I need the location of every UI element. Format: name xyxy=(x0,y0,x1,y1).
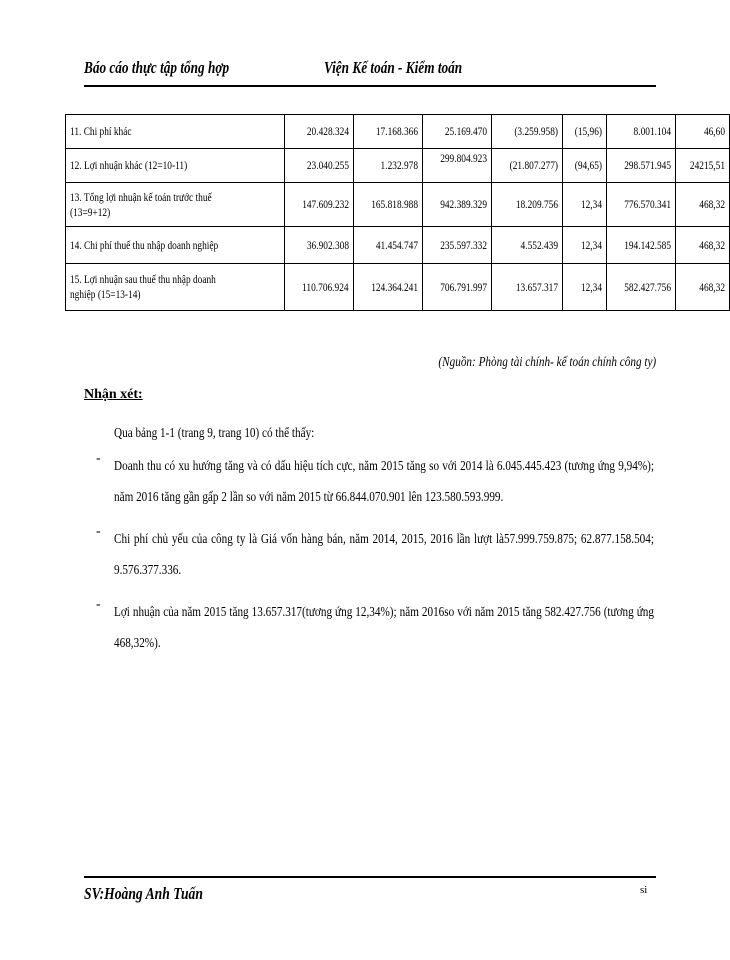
bullet-mark: - xyxy=(96,597,101,612)
bullet-mark: - xyxy=(96,524,101,539)
table-row xyxy=(66,264,730,311)
table-cell: 1.232.978 xyxy=(354,149,423,183)
table-cell: 12,34 xyxy=(563,264,607,311)
table-cell: 298.571.945 xyxy=(607,149,676,183)
row-label: 14. Chi phí thuế thu nhập doanh nghiệp xyxy=(66,227,285,264)
table-cell: 194.142.585 xyxy=(607,227,676,264)
row-label: 12. Lợi nhuận khác (12=10-11) xyxy=(66,149,285,183)
table-cell: 17.168.366 xyxy=(354,115,423,149)
remark-bullet: Doanh thu có xu hướng tăng và có dấu hiệu tích cực, năm 2015 tăng so với 2014 là 6.045.445.423 (tương ứng 9,94%); năm 2016 tăng gần gấp 2 lần so với năm 2015 từ 66.844.070.901 lên 123.580.593.999. xyxy=(114,459,654,505)
table-cell: 582.427.756 xyxy=(607,264,676,311)
row-label: 11. Chi phí khác xyxy=(66,115,285,149)
table-cell: 36.902.308 xyxy=(285,227,354,264)
table-cell: 18.209.756 xyxy=(492,183,563,227)
table-cell: 20.428.324 xyxy=(285,115,354,149)
row-label: 15. Lợi nhuận sau thuế thu nhập doanh nghiệp (15=13-14) xyxy=(66,264,285,311)
source-note: (Nguồn: Phòng tài chính- kế toán chính công ty) xyxy=(438,355,656,370)
table-cell: 468,32 xyxy=(676,264,730,311)
table-cell: 24215,51 xyxy=(676,149,730,183)
table-cell: 235.597.332 xyxy=(423,227,492,264)
financial-table xyxy=(65,114,730,311)
page-header xyxy=(84,58,654,84)
table-cell: 12,34 xyxy=(563,227,607,264)
table-cell: 46,60 xyxy=(676,115,730,149)
table-row xyxy=(66,115,730,149)
table-cell: 110.706.924 xyxy=(285,264,354,311)
table-cell: 468,32 xyxy=(676,227,730,264)
table-row xyxy=(66,227,730,264)
table-cell: 468,32 xyxy=(676,183,730,227)
table-cell: 124.364.241 xyxy=(354,264,423,311)
student-name: SV:Hoàng Anh Tuấn xyxy=(84,884,203,903)
table-cell: 41.454.747 xyxy=(354,227,423,264)
table-cell: 4.552.439 xyxy=(492,227,563,264)
table-cell: 165.818.988 xyxy=(354,183,423,227)
table-row xyxy=(66,183,730,227)
remark-bullet: Chi phí chủ yếu của công ty là Giá vốn hàng bán, năm 2014, 2015, 2016 lần lượt là57.999.759.875; 62.877.158.504; 9.576.377.336. xyxy=(114,532,654,578)
table-cell: (21.807.277) xyxy=(492,149,563,183)
table-cell: 147.609.232 xyxy=(285,183,354,227)
table-cell: 776.570.341 xyxy=(607,183,676,227)
table-cell: 942.389.329 xyxy=(423,183,492,227)
table-cell: 8.001.104 xyxy=(607,115,676,149)
table-cell: 23.040.255 xyxy=(285,149,354,183)
page-number: si xyxy=(640,884,648,896)
report-title: Báo cáo thực tập tổng hợp xyxy=(84,58,230,77)
remark-bullet: Lợi nhuận của năm 2015 tăng 13.657.317(tương ứng 12,34%); năm 2016so với năm 2015 tăng 582.427.756 (tương ứng 468,32%). xyxy=(114,605,654,651)
row-label: 13. Tổng lợi nhuận kế toán trước thuế (13=9+12) xyxy=(66,183,285,227)
table-cell: 299.804.923 xyxy=(423,149,492,183)
table-row xyxy=(66,149,730,183)
table-cell: 706.791.997 xyxy=(423,264,492,311)
table-cell: 12,34 xyxy=(563,183,607,227)
table-cell: (3.259.958) xyxy=(492,115,563,149)
bullet-mark: - xyxy=(96,451,101,466)
remarks-intro: Qua bảng 1-1 (trang 9, trang 10) có thể thấy: xyxy=(114,426,315,441)
remarks-heading: Nhận xét: xyxy=(84,387,143,402)
table-cell: (94,65) xyxy=(563,149,607,183)
table-cell: 25.169.470 xyxy=(423,115,492,149)
table-cell: (15,96) xyxy=(563,115,607,149)
table-cell: 13.657.317 xyxy=(492,264,563,311)
footer-rule xyxy=(84,876,656,878)
header-rule xyxy=(84,85,656,87)
institute-name: Viện Kế toán - Kiểm toán xyxy=(324,58,463,77)
